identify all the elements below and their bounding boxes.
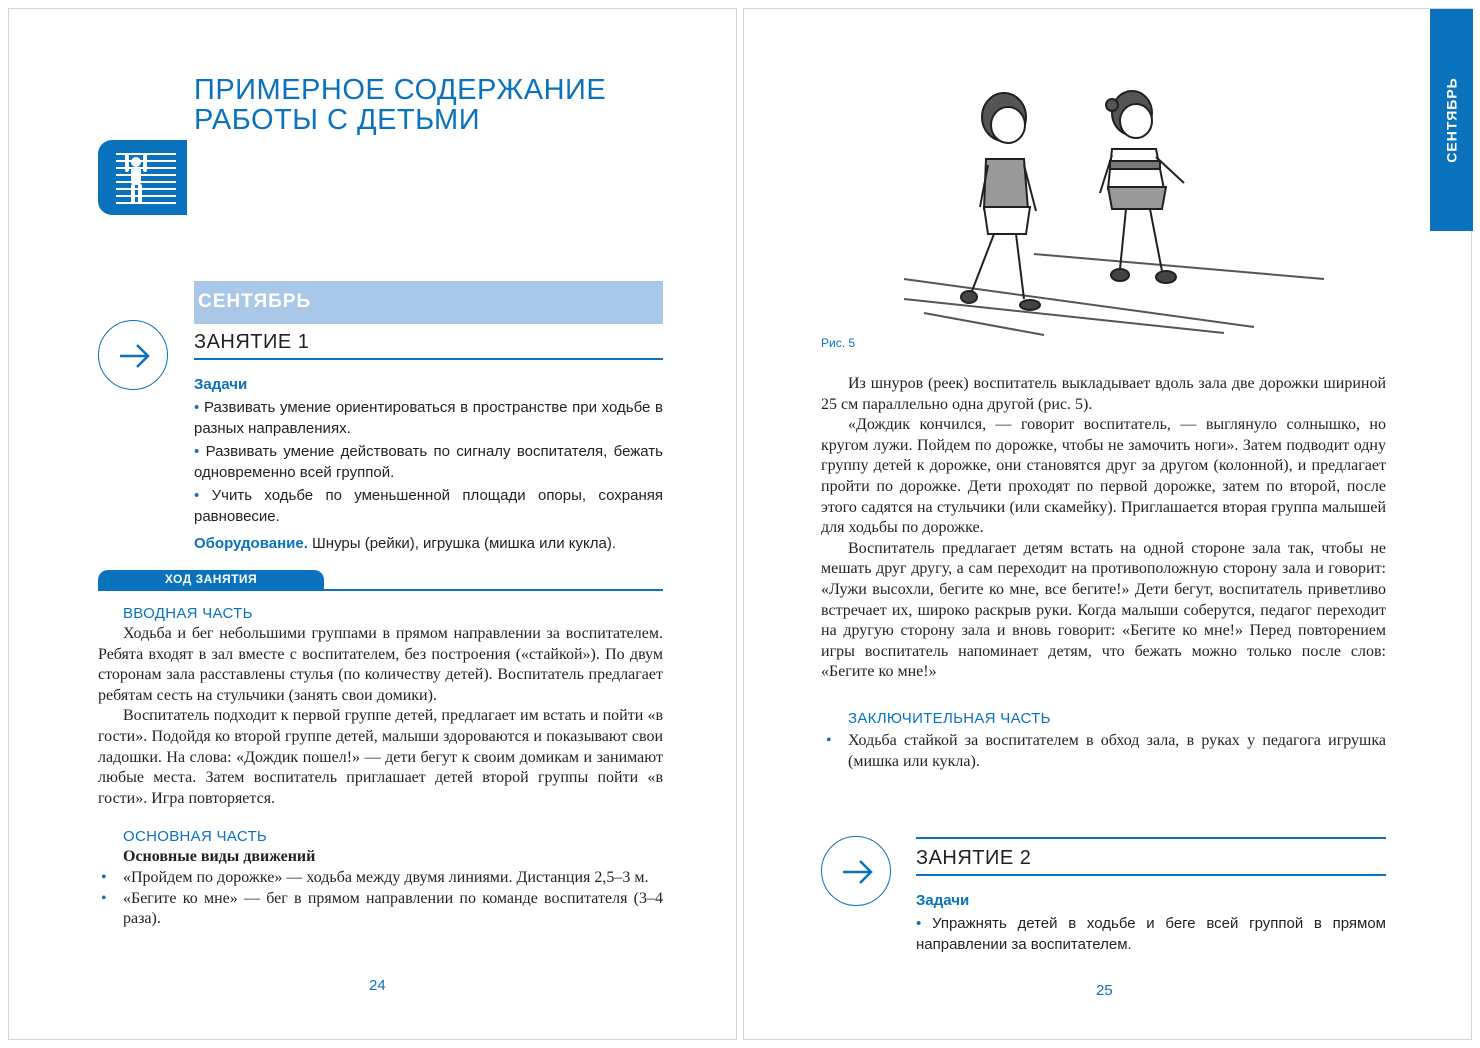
- ladder-climber-icon: [98, 140, 187, 215]
- list-item: • «Бегите ко мне» — бег в прямом направлении по команде воспитателя (3–4 раза).: [101, 889, 663, 928]
- main-list: [101, 868, 663, 930]
- page-title: ПРИМЕРНОЕ СОДЕРЖАНИЕ РАБОТЫ С ДЕТЬМИ: [194, 74, 607, 136]
- left-page: [8, 8, 737, 1040]
- list-item: • Учить ходьбе по уменьшенной площади опоры, сохраняя равновесие.: [194, 487, 663, 525]
- equipment: Оборудование. Шнуры (рейки), игрушка (мишка или кукла).: [194, 535, 617, 552]
- lesson-title: ЗАНЯТИЕ 1: [194, 331, 663, 360]
- final-heading: ЗАКЛЮЧИТЕЛЬНАЯ ЧАСТЬ: [848, 710, 1051, 727]
- lesson-title: ЗАНЯТИЕ 2: [916, 847, 1386, 876]
- tasks-label: Задачи: [194, 376, 248, 393]
- intro-text: Ходьба и бег небольшими группами в прямом направлении за воспитателем. Ребята входят в зал вместе с воспитателем, без построения («стайкой»). По двум сторонам зала расставлены стулья (по количеству детей). Воспитатель предлагает ребятам сесть на стульчики (занять свои домики). Воспитатель подходит к первой группе детей, предлагает им встать и пойти «в гости». Подойдя ко второй группе детей, малыши здороваются и показывают свои ладошки. На слова: «Дождик пошел!» — дети бегут к своим домикам и занимают любые места. Затем воспитатель приглашает детей второй группы пойти «в гости». Игра повторяется.: [98, 625, 663, 807]
- divider: [916, 837, 1386, 839]
- tasks-label: Задачи: [916, 892, 970, 909]
- list-item: • Упражнять детей в ходьбе и беге всей группой в прямом направлении за воспитателем.: [916, 915, 1386, 953]
- page-number: 25: [1096, 982, 1113, 999]
- tasks-list: [194, 397, 663, 527]
- main-subheading: Основные виды движений: [123, 848, 316, 865]
- lesson-flow-label: ХОД ЗАНЯТИЯ: [164, 572, 258, 586]
- lesson-arrow-icon: [821, 836, 891, 906]
- intro-heading: ВВОДНАЯ ЧАСТЬ: [123, 605, 253, 622]
- month-side-tab: СЕНТЯБРЬ: [1430, 9, 1473, 231]
- list-item: • «Пройдем по дорожке» — ходьба между двумя линиями. Дистанция 2,5–3 м.: [101, 869, 649, 886]
- divider: [98, 589, 663, 591]
- list-item: • Развивать умение действовать по сигналу воспитателя, бежать одновременно всей группой.: [194, 443, 663, 481]
- right-page: [743, 8, 1472, 1040]
- figure-caption: Рис. 5: [821, 336, 856, 350]
- main-heading: ОСНОВНАЯ ЧАСТЬ: [123, 828, 268, 845]
- list-item: • Ходьба стайкой за воспитателем в обход зала, в руках у педагога игрушка (мишка или кукла).: [826, 732, 1386, 770]
- lesson-arrow-icon: [98, 320, 168, 390]
- body-text: Из шнуров (реек) воспитатель выкладывает вдоль зала две дорожки шириной 25 см параллельно одна другой (рис. 5). «Дождик кончился, — говорит воспитатель, — выглянуло солнышко, но кругом лужи. Пойдем по дорожке, чтобы не замочить ноги». Затем подводит одну группу детей к дорожке, они становятся друг за другом (колонной), и предлагает пройти по дорожке. Дети проходят по первой дорожке, затем по второй, после этого садятся на стульчики (или скамейку). Приглашается вторая группа малышей для ходьбы по дорожке. Воспитатель предлагает детям встать на одной стороне зала так, чтобы не мешать друг другу, а сам переходит на противоположную сторону зала и говорит: «Лужи высохли, бегите ко мне, все бегите!» Дети бегут, воспитатель приветливо встречает их, широко раскрыв руки. Когда малыши соберутся, педагог переходит на другую сторону зала и вновь говорит: «Бегите ко мне!» Перед повторением игры воспитатель напоминает детям, что бежать можно только после слов: «Бегите ко мне!»: [821, 375, 1386, 681]
- month-banner: СЕНТЯБРЬ: [194, 281, 663, 324]
- tasks-list: [916, 913, 1386, 955]
- final-list: [826, 731, 1386, 772]
- list-item: • Развивать умение ориентироваться в пространстве при ходьбе в разных направлениях.: [194, 399, 663, 437]
- page-number: 24: [369, 977, 386, 994]
- children-walking-illustration: [894, 79, 1334, 339]
